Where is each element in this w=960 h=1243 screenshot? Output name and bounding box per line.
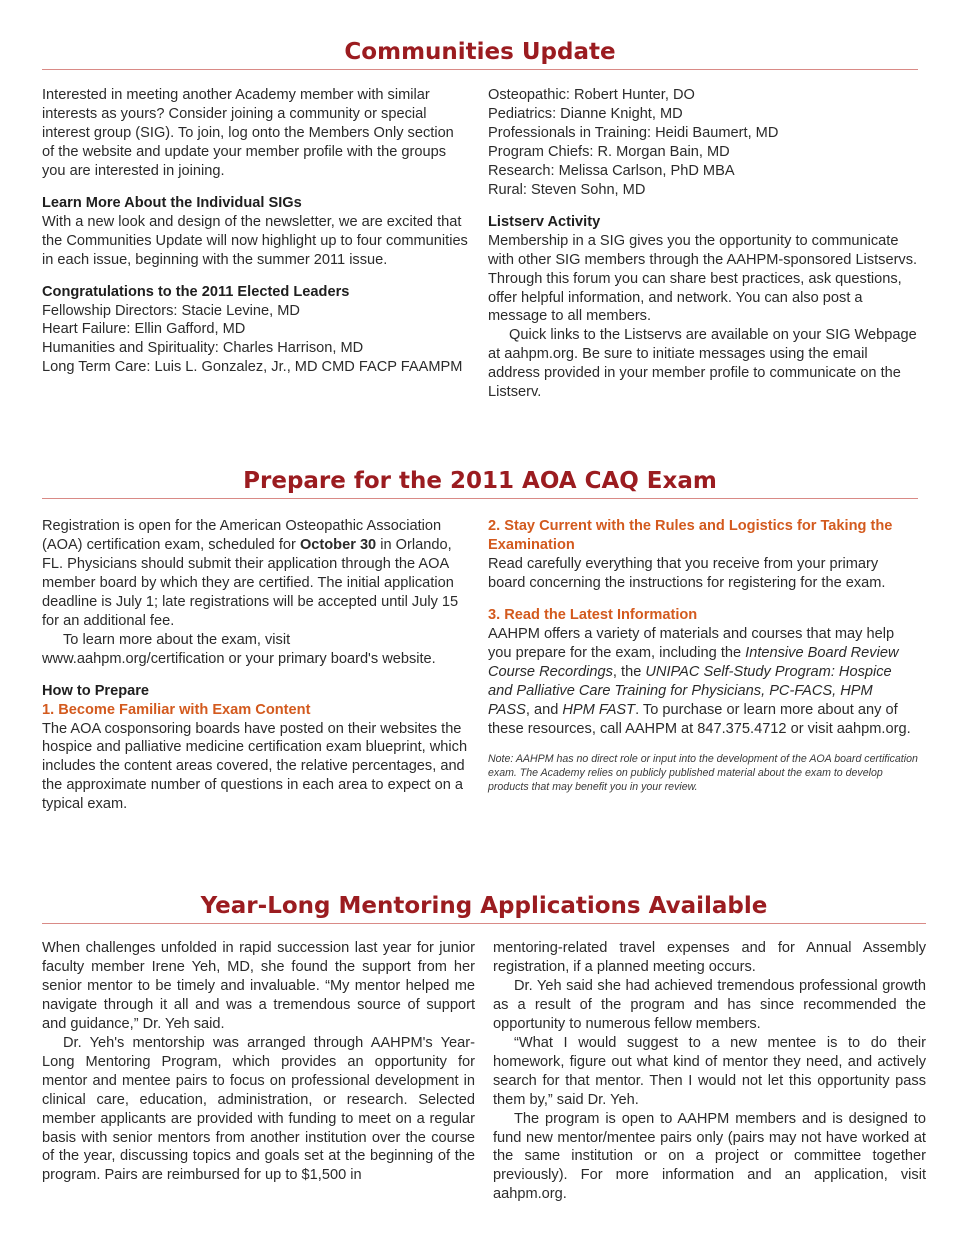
mentoring-section <box>42 892 926 1204</box>
step2-body: Read carefully everything that you receive from your primary board concerning the instructions for registering for the exam. <box>488 555 886 591</box>
step3-heading: 3. Read the Latest Information <box>488 606 698 623</box>
mentoring-p6: The program is open to AAHPM members and is designed to fund new mentor/mentee pairs only (pairs may not have worked at the same institution or on a project or committee together previously). For more information and an application, visit aahpm.org. <box>493 1110 926 1203</box>
learn-more-body: With a new look and design of the newsletter, we are excited that the Communities Update will now highlight up to four communities in each issue, beginning with the summer 2011 issue. <box>42 213 468 268</box>
communities-right-column <box>488 86 918 402</box>
listserv-body: Membership in a SIG gives you the opportunity to communicate with other SIG members through the AAHPM-sponsored Listservs. Through this forum you can share best practices, ask questions, offer helpful information, and network. You can also post a message to all members. <box>488 232 918 325</box>
mentoring-title: Year-Long Mentoring Applications Available <box>200 893 768 919</box>
exam-note: Note: AAHPM has no direct role or input into the development of the AOA board certification exam. The Academy relies on publicly published material about the exam to develop products that may benefit you in your review. <box>488 753 918 794</box>
leader-item: Program Chiefs: R. Morgan Bain, MD <box>488 143 730 160</box>
leader-item: Rural: Steven Sohn, MD <box>488 181 646 198</box>
step1-body: The AOA cosponsoring boards have posted on their websites the hospice and palliative medicine certification exam blueprint, which includes the content areas covered, the relative percentages, and the approximate number of questions in each area to expect on a typical exam. <box>42 720 468 813</box>
learn-more-exam: To learn more about the exam, visit www.aahpm.org/certification or your primary board's website. <box>42 631 436 667</box>
communities-left-column <box>42 86 470 402</box>
exam-left-column <box>42 517 470 814</box>
mentoring-p3: mentoring-related travel expenses and for Annual Assembly registration, if a planned meeting occurs. <box>493 940 926 975</box>
exam-section <box>42 467 918 814</box>
registration-paragraph: Registration is open for the American Osteopathic Association (AOA) certification exam, scheduled for October 30 in Orlando, FL. Physicians should submit their application through the AOA member board by which they are certified. The initial application deadline is July 1; late registrations will be accepted until July 15 for an additional fee. <box>42 518 459 629</box>
step2-heading: 2. Stay Current with the Rules and Logistics for Taking the Examination <box>488 518 893 553</box>
mentoring-p1: When challenges unfolded in rapid succession last year for junior faculty member Irene Yeh, MD, she found the support from her senior mentor to be timely and invaluable. “My mentor helped me navigate through it all and was a tremendous source of support and guidance,” Dr. Yeh said. <box>42 940 475 1032</box>
mentoring-left-column <box>42 939 475 1204</box>
leader-item: Professionals in Training: Heidi Baumert, MD <box>488 124 779 141</box>
leader-item: Humanities and Spirituality: Charles Harrison, MD <box>42 340 364 357</box>
exam-rule <box>42 498 918 499</box>
communities-section <box>42 38 918 402</box>
communities-rule <box>42 69 918 70</box>
mentoring-p2: Dr. Yeh's mentorship was arranged through AAHPM's Year-Long Mentoring Program, which provides an opportunity for mentor and mentee pairs to focus on professional development in clinical care, education, administration, or research. Selected member applicants are provided with funding to meet on a regular basis with senior mentors from another institution over the course of the year, discussing topics and goals set at the beginning of the program. Pairs are reimbursed for up to $1,500 in <box>42 1034 475 1184</box>
listserv-heading: Listserv Activity <box>488 213 601 230</box>
how-to-prepare-heading: How to Prepare <box>42 682 150 699</box>
leader-item: Osteopathic: Robert Hunter, DO <box>488 87 695 103</box>
communities-intro: Interested in meeting another Academy member with similar interests as yours? Consider joining a community or special interest group (SIG). To join, log onto the Members Only section of the website and update your member profile with the groups you are interested in joining. <box>42 87 454 179</box>
learn-more-heading: Learn More About the Individual SIGs <box>42 194 302 211</box>
leader-item: Fellowship Directors: Stacie Levine, MD <box>42 302 300 319</box>
congrats-heading: Congratulations to the 2011 Elected Leaders <box>42 283 350 300</box>
leader-item: Long Term Care: Luis L. Gonzalez, Jr., MD CMD FACP FAAMPM <box>42 359 463 376</box>
listserv-links: Quick links to the Listservs are available on your SIG Webpage at aahpm.org. Be sure to initiate messages using the email address provided in your member profile to communicate on the Listserv. <box>488 327 917 401</box>
communities-title: Communities Update <box>344 39 616 65</box>
mentoring-p4: Dr. Yeh said she had achieved tremendous professional growth as a result of the program and has since recommended the opportunity to numerous fellow members. <box>493 977 926 1032</box>
leader-item: Pediatrics: Dianne Knight, MD <box>488 105 683 122</box>
leader-item: Research: Melissa Carlson, PhD MBA <box>488 162 735 179</box>
step1-heading: 1. Become Familiar with Exam Content <box>42 701 311 718</box>
exam-date: October 30 <box>299 536 377 553</box>
leader-item: Heart Failure: Ellin Gafford, MD <box>42 321 246 338</box>
mentoring-rule <box>42 923 926 924</box>
exam-right-column <box>488 517 918 814</box>
step3-body: AAHPM offers a variety of materials and courses that may help you prepare for the exam, including the Intensive Board Review Course Recordings, the UNIPAC Self-Study Program: Hospice and Palliative Care Training for Physicians, PC-FACS, HPM PASS, and HPM FAST. To purchase or learn more about any of these resources, call AAHPM at 847.375.4712 or visit aahpm.org. <box>488 625 911 737</box>
mentoring-p5: “What I would suggest to a new mentee is to do their homework, figure out what kind of mentor they need, and actively search for that mentor. Then I would not let this opportunity pass them by,” said Dr. Yeh. <box>493 1034 926 1108</box>
mentoring-right-column <box>493 939 926 1204</box>
exam-title: Prepare for the 2011 AOA CAQ Exam <box>243 468 717 494</box>
